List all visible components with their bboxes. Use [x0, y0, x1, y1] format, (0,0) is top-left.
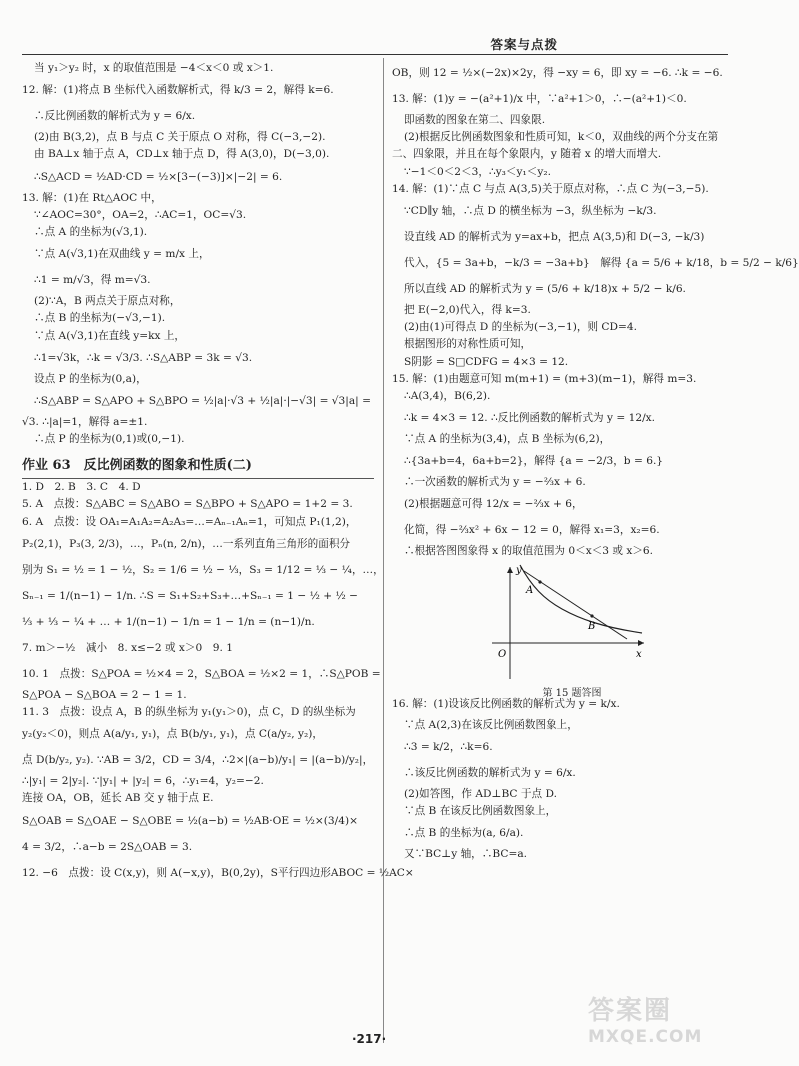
text-line: 13. 解：(1)y = −(a²+1)/x 中，∵a²+1＞0，∴−(a²+1)＜0. [392, 93, 687, 105]
text-line: (2)如答图，作 AD⊥BC 于点 D. [404, 787, 557, 800]
text-line: 6. A 点拨：设 OA₁=A₁A₂=A₂A₃=…=Aₙ₋₁Aₙ=1，可知点 P₁(1,2)， [22, 515, 357, 528]
text-line: 把 E(−2,0)代入，得 k=3. [404, 303, 531, 316]
text-line: 13. 解：(1)在 Rt△AOC 中， [22, 191, 162, 204]
text-line: 设直线 AD 的解析式为 y=ax+b，把点 A(3,5)和 D(−3, −k/3) [404, 230, 705, 243]
header-title: 答案与点拨 [490, 37, 558, 52]
text-line: ∵点 A(√3,1)在直线 y=kx 上， [34, 329, 186, 342]
text-line: ∵CD∥y 轴，∴点 D 的横坐标为 −3，纵坐标为 −k/3. [404, 204, 657, 217]
text-line: 7. m＞−½ 减小 8. x≤−2 或 x＞0 9. 1 [22, 641, 234, 654]
text-line: (2)根据题意可得 12/x = −⅔x + 6， [404, 498, 583, 511]
figure-x-label: x [636, 648, 642, 660]
text-line: ∴点 P 的坐标为(0,1)或(0,−1). [34, 433, 185, 446]
text-line: OB，则 12 = ½×(−2x)×2y，得 −xy = 6，即 xy = −6. ∴k = −6. [392, 67, 723, 79]
text-line: 连接 OA，OB，延长 AB 交 y 轴于点 E. [22, 792, 214, 805]
watermark-en: MXQE.COM [588, 1027, 703, 1047]
text-line: ∴1=√3k，∴k = √3/3. ∴S△ABP = 3k = √3. [34, 351, 253, 364]
page-number: ·217· [352, 1032, 387, 1046]
text-line: S△POA − S△BOA = 2 − 1 = 1. [22, 688, 187, 701]
text-line: ∴该反比例函数的解析式为 y = 6/x. [404, 766, 576, 779]
text-line: ∴|y₁| = 2|y₂|. ∵|y₁| + |y₂| = 6，∴y₁=4，y₂=−2. [22, 775, 264, 788]
figure-caption: 第 15 题答图 [542, 687, 602, 699]
text-line: ∵点 A 的坐标为(3,4)，点 B 坐标为(6,2)， [404, 433, 611, 446]
text-line: 当 y₁＞y₂ 时，x 的取值范围是 −4＜x＜0 或 x＞1. [34, 62, 274, 74]
text-line: 12. 解：(1)将点 B 坐标代入函数解析式，得 k/3 = 2，解得 k=6. [22, 84, 334, 97]
text-line: 1. D 2. B 3. C 4. D [22, 481, 141, 494]
text-line: ∴根据答图图象得 x 的取值范围为 0＜x＜3 或 x＞6. [404, 545, 654, 558]
text-line: 二、四象限，并且在每个象限内，y 随着 x 的增大而增大. [392, 148, 662, 161]
text-line: 15. 解：(1)由题意可知 m(m+1) = (m+3)(m−1)，解得 m=3. [392, 372, 697, 385]
text-line: 化简，得 −⅔x² + 6x − 12 = 0，解得 x₁=3，x₂=6. [404, 524, 660, 537]
text-line: ∵点 A(2,3)在该反比例函数图象上， [404, 718, 578, 731]
text-line: 12. −6 点拨：设 C(x,y)，则 A(−x,y)，B(0,2y)，S平行四边形ABOC = ½AC× [22, 866, 414, 879]
text-line: ∴A(3,4)，B(6,2). [404, 389, 491, 402]
text-line: ∴一次函数的解析式为 y = −⅔x + 6. [404, 476, 586, 489]
text-line: 4 = 3/2，∴a−b = 2S△OAB = 3. [22, 840, 193, 853]
text-line: (2)∵A，B 两点关于原点对称， [34, 295, 181, 308]
text-line: ∴点 B 的坐标为(a, 6/a). [404, 827, 524, 840]
figure-origin: O [498, 648, 507, 660]
text-line: y₂(y₂＜0)，则点 A(a/y₁, y₁)，点 B(b/y₁, y₁)，点 C(a/y₂, y₂)， [22, 728, 323, 741]
text-line: ∵点 A(√3,1)在双曲线 y = m/x 上， [34, 248, 210, 261]
text-line: ∴{3a+b=4，6a+b=2}，解得 {a = −2/3，b = 6.} [404, 455, 664, 468]
text-line: 11. 3 点拨：设点 A，B 的纵坐标为 y₁(y₁＞0)，点 C，D 的纵坐标为 [22, 706, 356, 718]
text-line: 设点 P 的坐标为(0,a)， [34, 372, 147, 385]
text-line: 又∵BC⊥y 轴，∴BC=a. [404, 848, 528, 861]
text-line: 代入，{5 = 3a+b，−k/3 = −3a+b} 解得 {a = 5/6 + k/18，b = 5/2 − k/6} [404, 256, 799, 269]
page-header [22, 38, 728, 55]
text-line: ∴k = 4×3 = 12. ∴反比例函数的解析式为 y = 12/x. [404, 412, 655, 425]
text-line: ⅓ + ⅓ − ¼ + … + 1/(n−1) − 1/n = 1 − 1/n = (n−1)/n. [22, 615, 315, 628]
watermark-cn: 答案圈 [588, 996, 673, 1026]
text-line: ∴点 B 的坐标为(−√3,−1). [34, 312, 166, 325]
text-line: ∴反比例函数的解析式为 y = 6/x. [34, 110, 196, 123]
text-line: 所以直线 AD 的解析式为 y = (5/6 + k/18)x + 5/2 − k/6. [404, 282, 686, 295]
text-line: 16. 解：(1)设该反比例函数的解析式为 y = k/x. [392, 697, 620, 710]
text-line: 由 BA⊥x 轴于点 A，CD⊥x 轴于点 D，得 A(3,0)，D(−3,0). [34, 148, 330, 161]
text-line: ∵点 B 在该反比例函数图象上， [404, 805, 557, 817]
figure-15 [492, 561, 652, 699]
figure-15-graph [492, 561, 652, 679]
text-line: ∴点 A 的坐标为(√3,1). [34, 225, 148, 238]
text-line: 根据图形的对称性质可知， [404, 338, 532, 351]
text-line: S阴影 = S□CDFG = 4×3 = 12. [404, 355, 569, 368]
text-line: 5. A 点拨：S△ABC = S△ABO = S△BPO + S△APO = 1+2 = 3. [22, 498, 353, 511]
text-line: Sₙ₋₁ = 1/(n−1) − 1/n. ∴S = S₁+S₂+S₃+…+Sₙ₋₁ = 1 − ½ + ½ − [22, 589, 359, 602]
figure-y-label: y [516, 564, 522, 576]
section-heading: 作业 63 反比例函数的图象和性质(二) [22, 454, 374, 479]
text-line: (2)由 B(3,2)，点 B 与点 C 关于原点 O 对称，得 C(−3,−2). [34, 131, 326, 144]
text-line: (2)根据反比例函数图象和性质可知，k＜0，双曲线的两个分支在第 [404, 131, 719, 144]
right-column-text-2 [392, 691, 732, 864]
text-line: ∴3 = k/2，∴k=6. [404, 740, 493, 753]
right-column [392, 60, 799, 863]
text-line: 点 D(b/y₂, y₂). ∵AB = 3/2，CD = 3/4，∴2×|(a−b)/y₁| = |(a−b)/y₂|， [22, 754, 374, 767]
text-line: ∴1 = m/√3，得 m=√3. [34, 274, 151, 287]
text-line: ∵−1＜0＜2＜3，∴y₃＜y₁＜y₂. [404, 165, 551, 178]
text-line: ∴S△ACD = ½AD·CD = ½×[3−(−3)]×|−2| = 6. [34, 170, 283, 183]
left-column [22, 60, 414, 886]
text-line: 10. 1 点拨：S△POA = ½×4 = 2，S△BOA = ½×2 = 1，∴S△POB = [22, 667, 381, 680]
figure-point-b: B [588, 620, 596, 632]
text-line: 即函数的图象在第二、四象限. [404, 114, 546, 126]
column-divider [383, 58, 384, 1043]
watermark-logo [588, 990, 728, 1050]
text-line: √3. ∴|a|=1，解得 a=±1. [22, 415, 148, 428]
right-column-text [392, 60, 799, 561]
text-line: 14. 解：(1)∵点 C 与点 A(3,5)关于原点对称，∴点 C 为(−3,−5). [392, 182, 709, 195]
text-line: ∴S△ABP = S△APO + S△BPO = ½|a|·√3 + ½|a|·|−√3| = √3|a| = [34, 394, 371, 407]
text-line: S△OAB = S△OAE − S△OBE = ½(a−b) = ½AB·OE = ½×(3/4)× [22, 814, 358, 827]
text-line: ∵∠AOC=30°，OA=2，∴AC=1，OC=√3. [34, 208, 247, 221]
figure-point-a: A [526, 584, 534, 596]
text-line: P₂(2,1)，P₃(3, 2/3)，…，Pₙ(n, 2/n)，…一系列直角三角形的面积分 [22, 537, 351, 550]
text-line: 别为 S₁ = ½ = 1 − ½，S₂ = 1/6 = ½ − ⅓，S₃ = 1/12 = ⅓ − ¼，…， [22, 563, 384, 576]
text-line: (2)由(1)可得点 D 的坐标为(−3,−1)，则 CD=4. [404, 321, 637, 334]
